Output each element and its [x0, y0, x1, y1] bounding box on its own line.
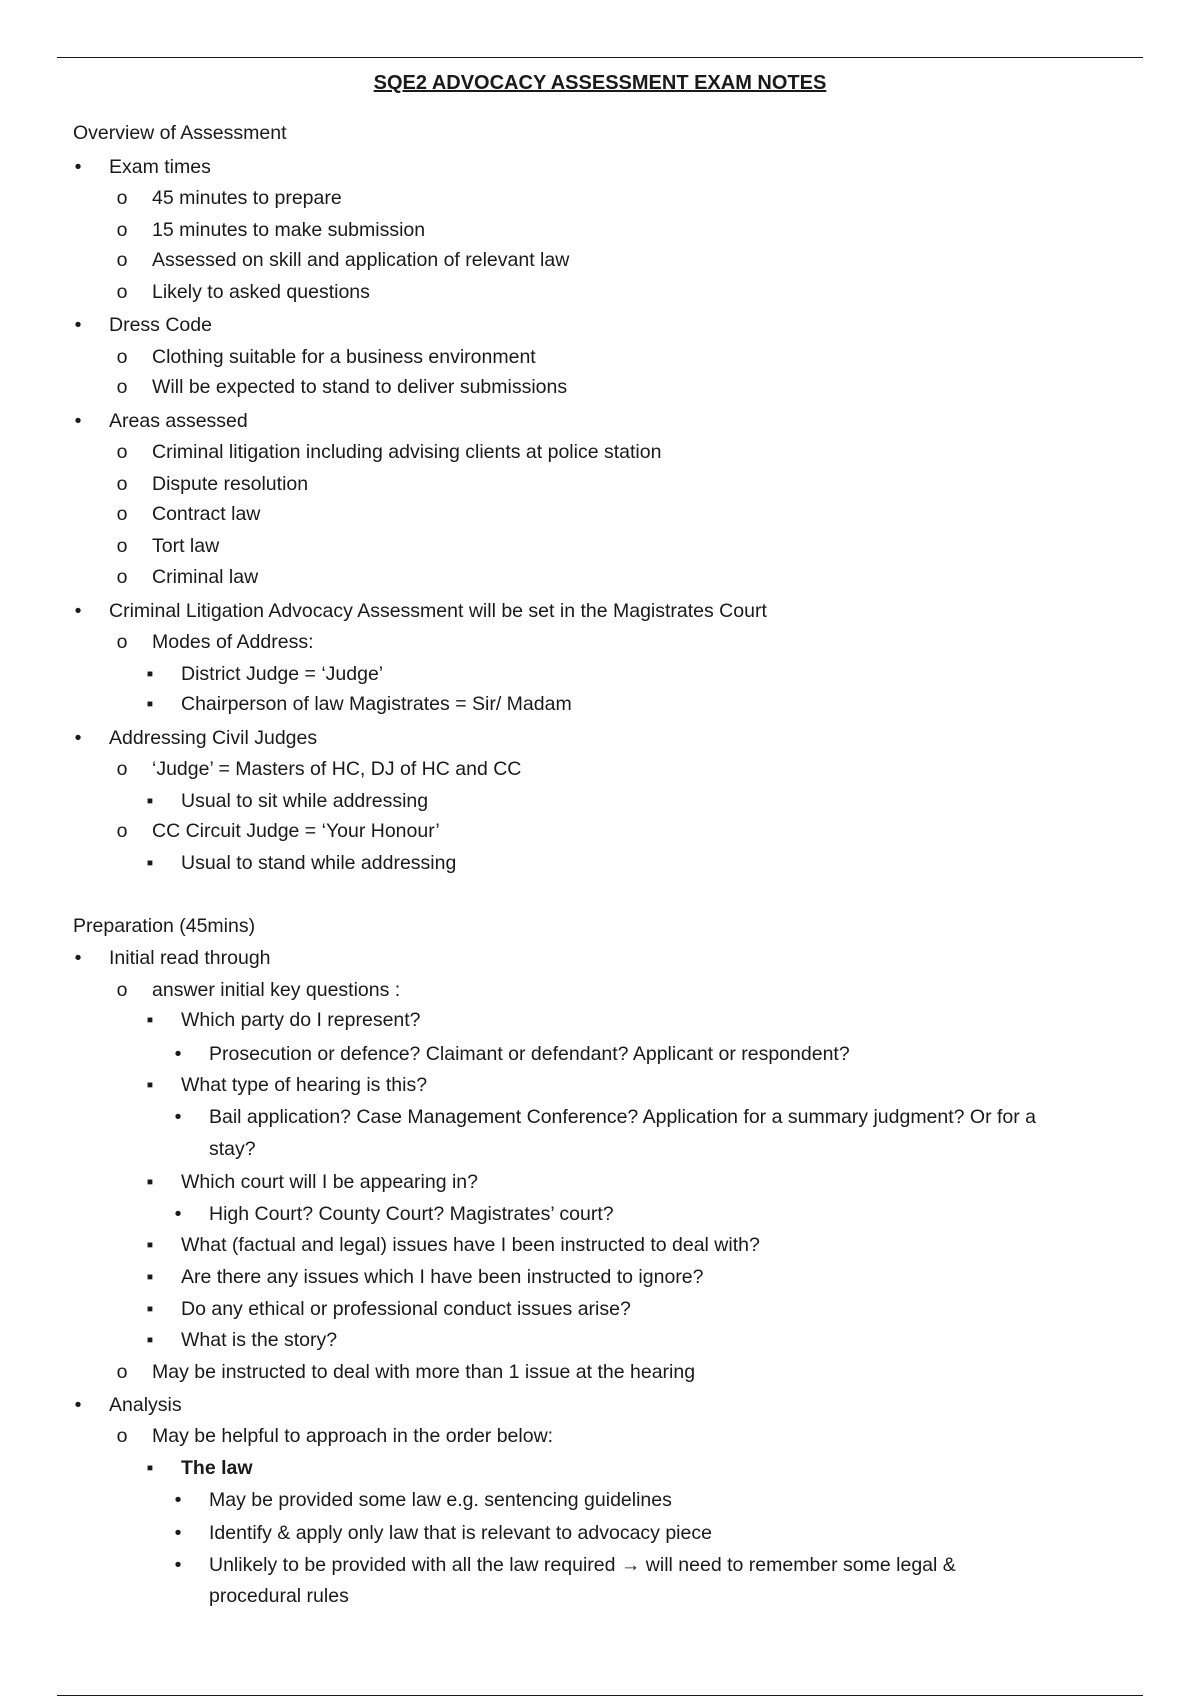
list-item: Are there any issues which I have been instructed to ignore? — [181, 1266, 704, 1288]
list-item: Assessed on skill and application of relevant law — [152, 249, 570, 271]
areas-label: Areas assessed — [109, 410, 248, 432]
square-bullet-icon: ▪ — [146, 1329, 154, 1351]
list-item: 15 minutes to make submission — [152, 219, 426, 241]
list-item: May be helpful to approach in the order below: — [152, 1425, 554, 1447]
circle-bullet-icon: o — [116, 535, 128, 557]
criminal-litigation-label: Criminal Litigation Advocacy Assessment will be set in the Magistrates Court — [109, 600, 767, 622]
circle-bullet-icon: o — [116, 473, 128, 495]
bullet-icon: • — [74, 156, 82, 178]
page-title: SQE2 ADVOCACY ASSESSMENT EXAM NOTES — [373, 72, 827, 94]
circle-bullet-icon: o — [116, 187, 128, 209]
list-item: District Judge = ‘Judge’ — [181, 663, 384, 685]
circle-bullet-icon: o — [116, 1361, 128, 1383]
circle-bullet-icon: o — [116, 758, 128, 780]
circle-bullet-icon: o — [116, 1425, 128, 1447]
circle-bullet-icon: o — [116, 820, 128, 842]
list-item: Will be expected to stand to deliver submissions — [152, 376, 568, 398]
list-item-continuation: stay? — [209, 1138, 256, 1160]
bullet-icon: • — [174, 1043, 182, 1065]
list-item-continuation: procedural rules — [209, 1585, 349, 1607]
square-bullet-icon: ▪ — [146, 1234, 154, 1256]
list-item: Dispute resolution — [152, 473, 309, 495]
bullet-icon: • — [174, 1489, 182, 1511]
exam-times-label: Exam times — [109, 156, 211, 178]
square-bullet-icon: ▪ — [146, 1009, 154, 1031]
list-item: 45 minutes to prepare — [152, 187, 342, 209]
list-item: What is the story? — [181, 1329, 338, 1351]
civil-judges-label: Addressing Civil Judges — [109, 727, 318, 749]
list-item: High Court? County Court? Magistrates’ court? — [209, 1203, 614, 1225]
circle-bullet-icon: o — [116, 346, 128, 368]
the-law-heading: The law — [181, 1457, 253, 1479]
list-item: Chairperson of law Magistrates = Sir/ Madam — [181, 693, 572, 715]
list-item: Prosecution or defence? Claimant or defendant? Applicant or respondent? — [209, 1043, 850, 1065]
list-item: ‘Judge’ = Masters of HC, DJ of HC and CC — [152, 758, 522, 780]
list-item: Bail application? Case Management Conference? Application for a summary judgment? Or for a — [209, 1106, 1037, 1128]
top-rule — [57, 57, 1143, 58]
bullet-icon: • — [74, 600, 82, 622]
list-item: Tort law — [152, 535, 220, 557]
circle-bullet-icon: o — [116, 566, 128, 588]
list-item: Which party do I represent? — [181, 1009, 421, 1031]
list-item: Do any ethical or professional conduct issues arise? — [181, 1298, 631, 1320]
list-item: Likely to asked questions — [152, 281, 370, 303]
list-item: Contract law — [152, 503, 261, 525]
circle-bullet-icon: o — [116, 376, 128, 398]
preparation-heading: Preparation (45mins) — [73, 915, 256, 937]
overview-heading: Overview of Assessment — [73, 122, 287, 144]
square-bullet-icon: ▪ — [146, 693, 154, 715]
analysis-label: Analysis — [109, 1394, 182, 1416]
list-item: Criminal law — [152, 566, 259, 588]
square-bullet-icon: ▪ — [146, 1074, 154, 1096]
circle-bullet-icon: o — [116, 281, 128, 303]
list-item: May be provided some law e.g. sentencing guidelines — [209, 1489, 672, 1511]
square-bullet-icon: ▪ — [146, 1171, 154, 1193]
bullet-icon: • — [174, 1203, 182, 1225]
bullet-icon: • — [74, 947, 82, 969]
list-item: Criminal litigation including advising clients at police station — [152, 441, 662, 463]
bullet-icon: • — [74, 410, 82, 432]
circle-bullet-icon: o — [116, 249, 128, 271]
list-item: Usual to sit while addressing — [181, 790, 429, 812]
bullet-icon: • — [74, 1394, 82, 1416]
bullet-icon: • — [74, 727, 82, 749]
circle-bullet-icon: o — [116, 979, 128, 1001]
initial-read-label: Initial read through — [109, 947, 271, 969]
bullet-icon: • — [74, 314, 82, 336]
square-bullet-icon: ▪ — [146, 790, 154, 812]
list-item: Clothing suitable for a business environment — [152, 346, 536, 368]
bottom-rule — [57, 1695, 1143, 1696]
modes-of-address-label: Modes of Address: — [152, 631, 314, 653]
square-bullet-icon: ▪ — [146, 852, 154, 874]
bullet-icon: • — [174, 1522, 182, 1544]
list-item: Usual to stand while addressing — [181, 852, 457, 874]
square-bullet-icon: ▪ — [146, 1298, 154, 1320]
circle-bullet-icon: o — [116, 219, 128, 241]
list-item: Identify & apply only law that is relevant to advocacy piece — [209, 1522, 712, 1544]
list-item: May be instructed to deal with more than 1 issue at the hearing — [152, 1361, 696, 1383]
circle-bullet-icon: o — [116, 441, 128, 463]
circle-bullet-icon: o — [116, 503, 128, 525]
dress-code-label: Dress Code — [109, 314, 212, 336]
square-bullet-icon: ▪ — [146, 1266, 154, 1288]
circle-bullet-icon: o — [116, 631, 128, 653]
square-bullet-icon: ▪ — [146, 1457, 154, 1479]
list-item: What (factual and legal) issues have I been instructed to deal with? — [181, 1234, 760, 1256]
list-item: answer initial key questions : — [152, 979, 401, 1001]
list-item: Unlikely to be provided with all the law required → will need to remember some legal & — [209, 1554, 956, 1576]
square-bullet-icon: ▪ — [146, 663, 154, 685]
list-item: Which court will I be appearing in? — [181, 1171, 478, 1193]
bullet-icon: • — [174, 1106, 182, 1128]
list-item: What type of hearing is this? — [181, 1074, 428, 1096]
bullet-icon: • — [174, 1554, 182, 1576]
list-item: CC Circuit Judge = ‘Your Honour’ — [152, 820, 440, 842]
